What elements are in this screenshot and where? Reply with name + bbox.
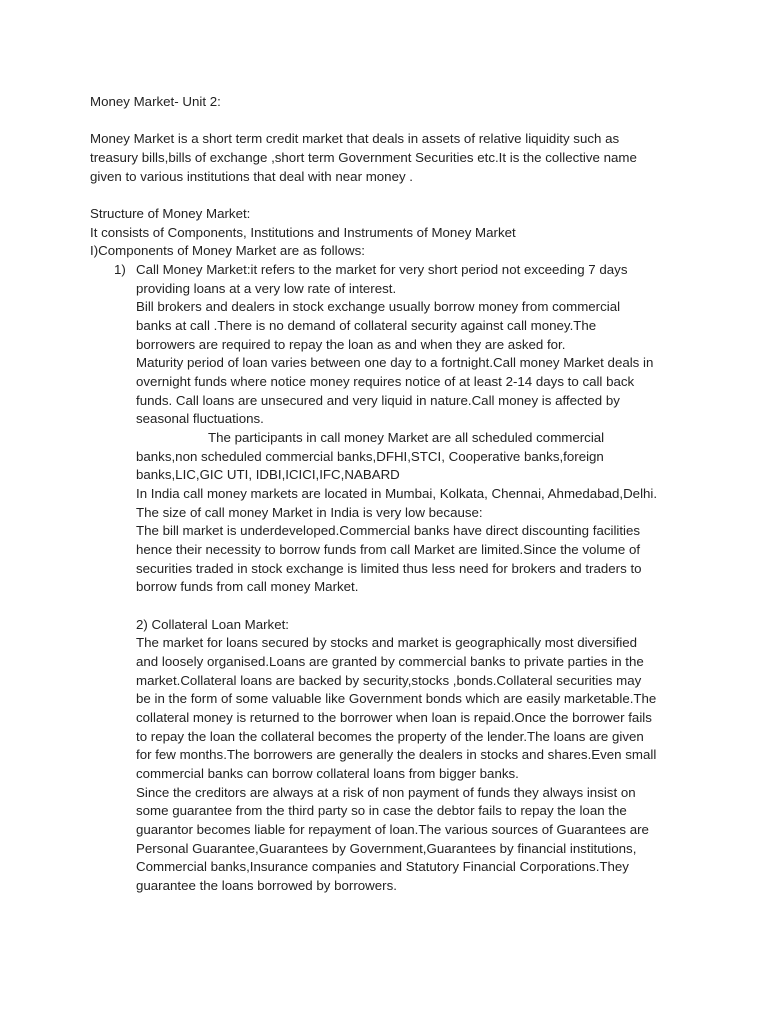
item2-line: Personal Guarantee,Guarantees by Government,Guarantees by financial institutions, — [136, 841, 637, 856]
item2-line: market.Collateral loans are backed by security,stocks ,bonds.Collateral securities may — [136, 673, 642, 688]
item1-line: banks at call .There is no demand of collateral security against call money.The — [136, 318, 597, 333]
item1-line: banks,non scheduled commercial banks,DFHI,STCI, Cooperative banks,foreign — [136, 449, 604, 464]
item2-heading: 2) Collateral Loan Market: — [136, 617, 289, 632]
item1-line: Maturity period of loan varies between one day to a fortnight.Call money Market deals in — [136, 355, 654, 370]
item2-line: for few months.The borrowers are generally the dealers in stocks and shares.Even small — [136, 747, 657, 762]
item2-line: be in the form of some valuable like Government bonds which are easily marketable.The — [136, 691, 657, 706]
item2-line: to repay the loan the collateral becomes the property of the lender.The loans are given — [136, 729, 644, 744]
item1-line: In India call money markets are located in Mumbai, Kolkata, Chennai, Ahmedabad,Delhi. — [136, 486, 658, 501]
intro-line: Money Market is a short term credit market that deals in assets of relative liquidity such as — [90, 131, 620, 146]
item1-line: providing loans at a very low rate of interest. — [136, 281, 397, 296]
item1-line: Bill brokers and dealers in stock exchange usually borrow money from commercial — [136, 299, 621, 314]
document-title: Money Market- Unit 2: — [90, 94, 221, 109]
item1-line: securities traded in stock exchange is limited thus less need for brokers and traders to — [136, 561, 642, 576]
item1-line: borrowers are required to repay the loan as and when they are asked for. — [136, 337, 566, 352]
item1-line: The bill market is underdeveloped.Commercial banks have direct discounting facilities — [136, 523, 641, 538]
item2-line: Since the creditors are always at a risk of non payment of funds they always insist on — [136, 785, 636, 800]
intro-line: treasury bills,bills of exchange ,short term Government Securities etc.It is the collective name — [90, 150, 637, 165]
item1-line: Call Money Market:it refers to the market for very short period not exceeding 7 days — [136, 262, 628, 277]
item1-tabbed-line: The participants in call money Market are all scheduled commercial — [208, 430, 605, 445]
item2-line: The market for loans secured by stocks and market is geographically most diversified — [136, 635, 638, 650]
item2-line: collateral money is returned to the borrower when loan is repaid.Once the borrower fails — [136, 710, 652, 725]
item2-line: guarantee the loans borrowed by borrowers. — [136, 878, 397, 893]
item2-line: some guarantee from the third party so in case the debtor fails to repay the loan the — [136, 803, 627, 818]
item1-line: borrow funds from call money Market. — [136, 579, 359, 594]
item1-line: banks,LIC,GIC UTI, IDBI,ICICI,IFC,NABARD — [136, 467, 400, 482]
item2-line: commercial banks can borrow collateral loans from bigger banks. — [136, 766, 519, 781]
item1-line: overnight funds where notice money requires notice of at least 2-14 days to call back — [136, 374, 635, 389]
item1-line: funds. Call loans are unsecured and very liquid in nature.Call money is affected by — [136, 393, 620, 408]
structure-heading: Structure of Money Market: — [90, 206, 251, 221]
intro-line: given to various institutions that deal with near money . — [90, 169, 413, 184]
item1-line: The size of call money Market in India is very low because: — [136, 505, 483, 520]
item2-line: guarantor becomes liable for repayment of loan.The various sources of Guarantees are — [136, 822, 649, 837]
list-item-number: 1) — [114, 262, 126, 277]
item2-line: Commercial banks,Insurance companies and Statutory Financial Corporations.They — [136, 859, 629, 874]
structure-line: It consists of Components, Institutions and Instruments of Money Market — [90, 225, 516, 240]
item1-line: seasonal fluctuations. — [136, 411, 264, 426]
item1-line: hence their necessity to borrow funds from call Market are limited.Since the volume of — [136, 542, 641, 557]
components-heading: I)Components of Money Market are as follows: — [90, 243, 365, 258]
item2-line: and loosely organised.Loans are granted by commercial banks to private parties in the — [136, 654, 644, 669]
